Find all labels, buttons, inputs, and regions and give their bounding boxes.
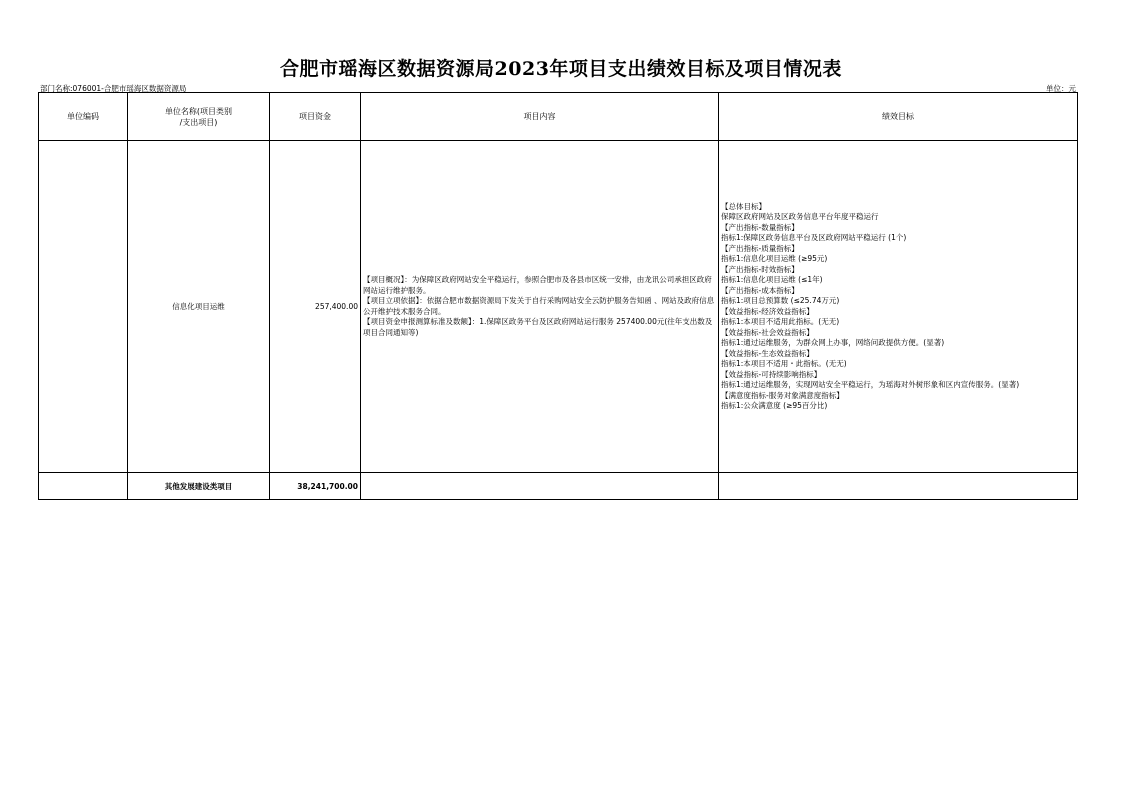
page-title: 合肥市瑶海区数据资源局2023年项目支出绩效目标及项目情况表 xyxy=(280,58,842,80)
header-project-content: 项目内容 xyxy=(361,93,719,141)
header-unit-name: 单位名称(项目类别 /支出项目) xyxy=(128,93,270,141)
cell-performance-goals: 【总体目标】 保障区政府网站及区政务信息平台年度平稳运行 【产出指标-数量指标】 指标1:保障区政务信息平台及区政府网站平稳运行 (1个) 【产出指标-质量指标】 指标1:信息化项目运维 (≥95元) 【产出指标-时效指标】 指标1:信息化项目运维 (≤1年) 【产出指标-成本指标】 指标1:项目总预算数 (≤25.74万元) 【效益指标-经济效益指标】 指标1:本项目不适用此指标。(无无) 【效益指标-社会效益指标】 指标1:通过运维服务，为群众网上办事，网络问政提供方便。(显著) 【效益指标-生态效益指标】 指标1:本项目不适用・此指标。(无无) 【效益指标-可持续影响指标】 指标1:通过运维服务，实现网站安全平稳运行，为瑶海对外树形象和区内宣传服务。(显著) 【满意度指标-服务对象满意度指标】 指标1:公众满意度 (≥95百分比) xyxy=(719,141,1078,473)
performance-table xyxy=(38,92,1078,500)
header-unit-code: 单位编码 xyxy=(39,93,128,141)
table-row xyxy=(39,141,1078,473)
cell-project-funds: 38,241,700.00 xyxy=(270,473,361,500)
cell-project-name: 信息化项目运维 xyxy=(128,141,270,473)
header-performance-goals: 绩效目标 xyxy=(719,93,1078,141)
unit-label: 单位：元 xyxy=(1046,84,1076,93)
cell-project-content: 【项目概况】：为保障区政府网站安全平稳运行，参照合肥市及各县市区统一安排，由龙讯公司承担区政府网站运行维护服务。 【项目立项依据】：依据合肥市数据资源局下发关于自行采购网站安全云防护服务告知函 、网站及政府信息公开维护技术服务合同。 【项目资金申报测算标准及数额】：1.保障区政务平台及区政府网站运行服务 257400.00元(往年支出数及项目合同通知等) xyxy=(361,141,719,473)
header-project-funds: 项目资金 xyxy=(270,93,361,141)
cell-project-content xyxy=(361,473,719,500)
cell-performance-goals xyxy=(719,473,1078,500)
department-label: 部门名称:076001-合肥市瑶海区数据资源局 xyxy=(40,84,187,93)
cell-unit-code xyxy=(39,141,128,473)
table-header-row xyxy=(39,93,1078,141)
cell-project-category: 其他发展建设类项目 xyxy=(128,473,270,500)
cell-project-funds: 257,400.00 xyxy=(270,141,361,473)
cell-unit-code xyxy=(39,473,128,500)
table-row xyxy=(39,473,1078,500)
